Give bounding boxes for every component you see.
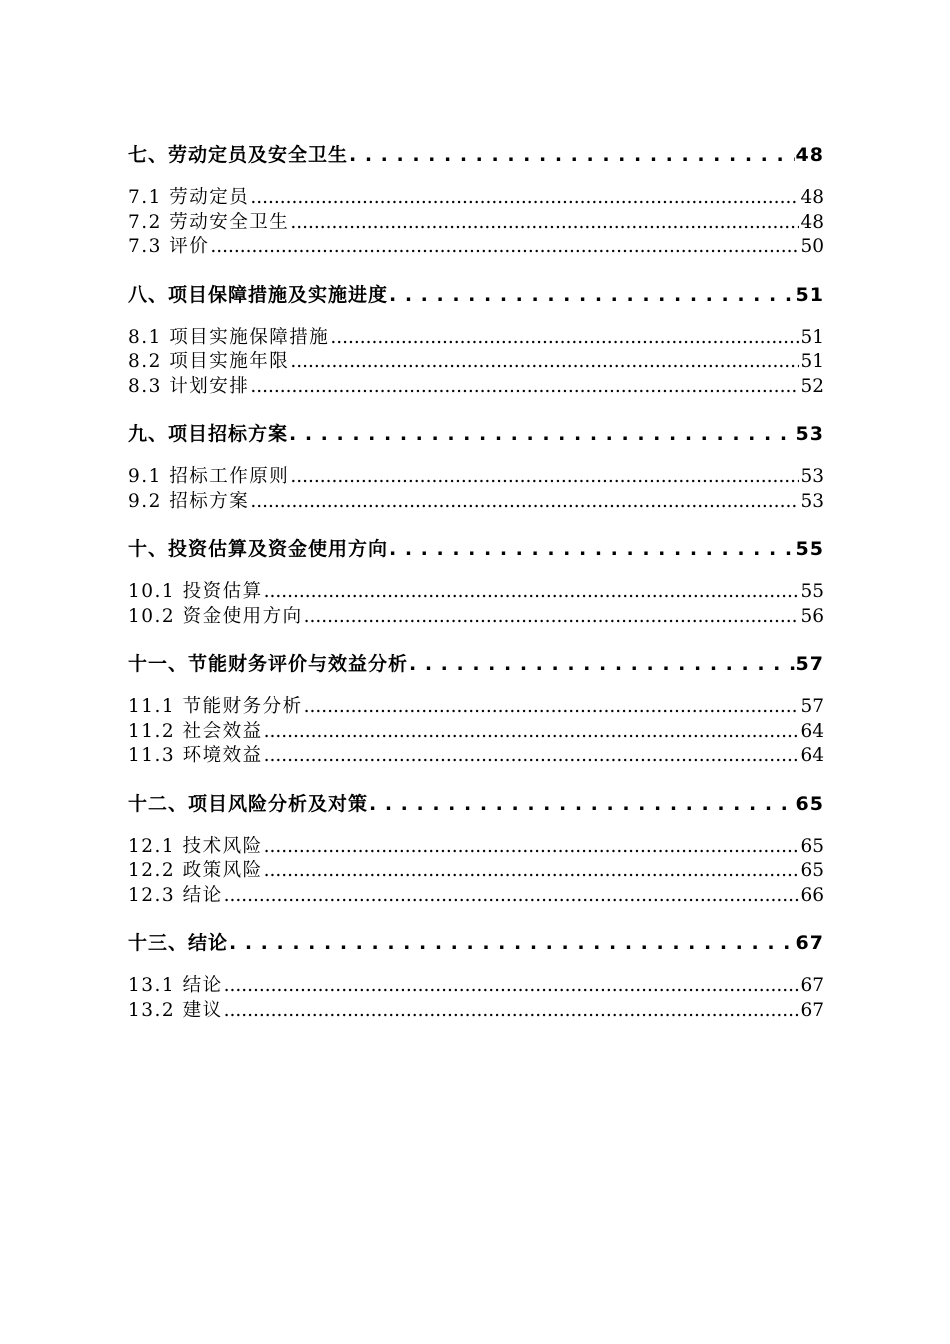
dot-leader: [264, 580, 800, 605]
toc-subsection-entry[interactable]: [128, 720, 824, 745]
spacer: [128, 514, 824, 534]
dot-leader: [330, 326, 799, 351]
toc-chapter-title: 八、项目保障措施及实施进度: [128, 283, 389, 306]
toc-subsection-title: 13.1 结论: [128, 975, 223, 996]
dot-leader: [229, 928, 795, 958]
toc-page-number: 64: [800, 720, 824, 742]
dot-leader: [210, 235, 799, 260]
toc-subsection-entry[interactable]: [128, 744, 824, 769]
toc-subsection-title: 12.3 结论: [128, 884, 223, 906]
dot-leader: [224, 884, 800, 909]
toc-chapter-entry[interactable]: [128, 140, 824, 170]
dot-leader: [264, 835, 800, 860]
toc-subsection-title: 10.1 投资估算: [128, 581, 263, 602]
toc-chapter-entry[interactable]: [128, 649, 824, 679]
toc-page-number: 51: [800, 351, 824, 372]
dot-leader: [264, 720, 800, 745]
toc-subsection-title: 7.2 劳动安全卫生: [128, 211, 290, 233]
dot-leader: [250, 375, 799, 400]
dot-leader: [389, 280, 795, 310]
toc-subsection-entry[interactable]: [128, 350, 824, 375]
toc-page-number: 55: [800, 581, 824, 602]
dot-leader: [349, 140, 795, 170]
toc-subsection-title: 13.2 建议: [128, 999, 223, 1021]
dot-leader: [290, 465, 799, 490]
toc-subsection-title: 7.1 劳动定员: [128, 187, 250, 208]
toc-subsection-title: 9.1 招标工作原则: [128, 466, 290, 487]
toc-subsection-entry[interactable]: [128, 884, 824, 909]
toc-chapter-entry[interactable]: [128, 928, 824, 958]
dot-leader: [290, 350, 799, 375]
toc-subsection-title: 11.3 环境效益: [128, 745, 263, 766]
toc-page-number: 53: [795, 423, 824, 445]
toc-chapter-title: 十、投资估算及资金使用方向: [128, 538, 389, 560]
toc-section: [128, 280, 824, 420]
spacer: [128, 629, 824, 649]
spacer: [128, 819, 824, 835]
toc-section: [128, 928, 824, 1023]
spacer: [128, 908, 824, 928]
toc-section: [128, 534, 824, 649]
dot-leader: [289, 419, 795, 449]
dot-leader: [389, 534, 795, 564]
toc-page-number: 48: [800, 211, 824, 233]
toc-subsection-entry[interactable]: [128, 375, 824, 400]
toc-chapter-title: 十一、节能财务评价与效益分析: [128, 653, 409, 675]
toc-page-number: 64: [800, 745, 824, 766]
toc-page-number: 48: [800, 187, 824, 208]
toc-chapter-title: 七、劳动定员及安全卫生: [128, 144, 349, 166]
toc-subsection-entry[interactable]: [128, 695, 824, 720]
table-of-contents: [128, 140, 824, 1023]
toc-chapter-entry[interactable]: [128, 789, 824, 819]
spacer: [128, 170, 824, 186]
toc-page-number: 65: [800, 860, 824, 881]
toc-subsection-entry[interactable]: [128, 835, 824, 860]
dot-leader: [250, 490, 799, 515]
toc-page-number: 65: [795, 792, 824, 815]
toc-chapter-title: 十三、结论: [128, 932, 229, 954]
toc-subsection-title: 8.2 项目实施年限: [128, 351, 290, 372]
toc-page-number: 53: [800, 490, 824, 512]
toc-page-number: 51: [795, 283, 824, 306]
spacer: [128, 769, 824, 789]
toc-subsection-entry[interactable]: [128, 326, 824, 351]
spacer: [128, 564, 824, 580]
spacer: [128, 449, 824, 465]
dot-leader: [264, 744, 800, 769]
toc-page-number: 51: [800, 326, 824, 348]
dot-leader: [304, 695, 800, 720]
toc-subsection-title: 11.1 节能财务分析: [128, 696, 303, 717]
toc-subsection-title: 9.2 招标方案: [128, 490, 250, 512]
toc-page-number: 67: [800, 999, 824, 1021]
toc-subsection-entry[interactable]: [128, 490, 824, 515]
toc-page-number: 50: [800, 236, 824, 257]
toc-subsection-title: 12.1 技术风险: [128, 835, 263, 857]
toc-chapter-title: 十二、项目风险分析及对策: [128, 792, 369, 815]
dot-leader: [264, 859, 800, 884]
toc-subsection-entry[interactable]: [128, 186, 824, 211]
dot-leader: [304, 605, 800, 630]
spacer: [128, 310, 824, 326]
toc-chapter-entry[interactable]: [128, 280, 824, 310]
toc-section: [128, 789, 824, 929]
toc-subsection-title: 8.1 项目实施保障措施: [128, 326, 330, 348]
toc-chapter-entry[interactable]: [128, 419, 824, 449]
toc-page-number: 57: [800, 696, 824, 717]
dot-leader: [409, 649, 795, 679]
spacer: [128, 260, 824, 280]
spacer: [128, 958, 824, 974]
toc-section: [128, 649, 824, 789]
toc-subsection-entry[interactable]: [128, 211, 824, 236]
toc-page-number: 56: [800, 605, 824, 627]
dot-leader: [369, 789, 795, 819]
toc-page-number: 57: [795, 653, 824, 675]
spacer: [128, 679, 824, 695]
dot-leader: [250, 186, 799, 211]
toc-subsection-entry[interactable]: [128, 999, 824, 1024]
toc-subsection-title: 11.2 社会效益: [128, 720, 263, 742]
toc-subsection-entry[interactable]: [128, 465, 824, 490]
toc-page-number: 53: [800, 466, 824, 487]
toc-subsection-entry[interactable]: [128, 605, 824, 630]
toc-section: [128, 140, 824, 280]
toc-page-number: 52: [800, 375, 824, 397]
spacer: [128, 399, 824, 419]
toc-subsection-title: 12.2 政策风险: [128, 860, 263, 881]
toc-subsection-title: 8.3 计划安排: [128, 375, 250, 397]
toc-page-number: 66: [800, 884, 824, 906]
toc-page-number: 48: [795, 144, 824, 166]
dot-leader: [224, 999, 800, 1024]
toc-chapter-entry[interactable]: [128, 534, 824, 564]
toc-subsection-entry[interactable]: [128, 235, 824, 260]
toc-page-number: 55: [795, 538, 824, 560]
dot-leader: [290, 211, 799, 236]
toc-subsection-title: 10.2 资金使用方向: [128, 605, 303, 627]
toc-subsection-entry[interactable]: [128, 580, 824, 605]
toc-page-number: 67: [795, 932, 824, 954]
toc-page-number: 65: [800, 835, 824, 857]
dot-leader: [224, 974, 800, 999]
toc-page-number: 67: [800, 975, 824, 996]
toc-chapter-title: 九、项目招标方案: [128, 423, 289, 445]
toc-subsection-title: 7.3 评价: [128, 236, 210, 257]
toc-section: [128, 419, 824, 534]
toc-subsection-entry[interactable]: [128, 859, 824, 884]
toc-subsection-entry[interactable]: [128, 974, 824, 999]
